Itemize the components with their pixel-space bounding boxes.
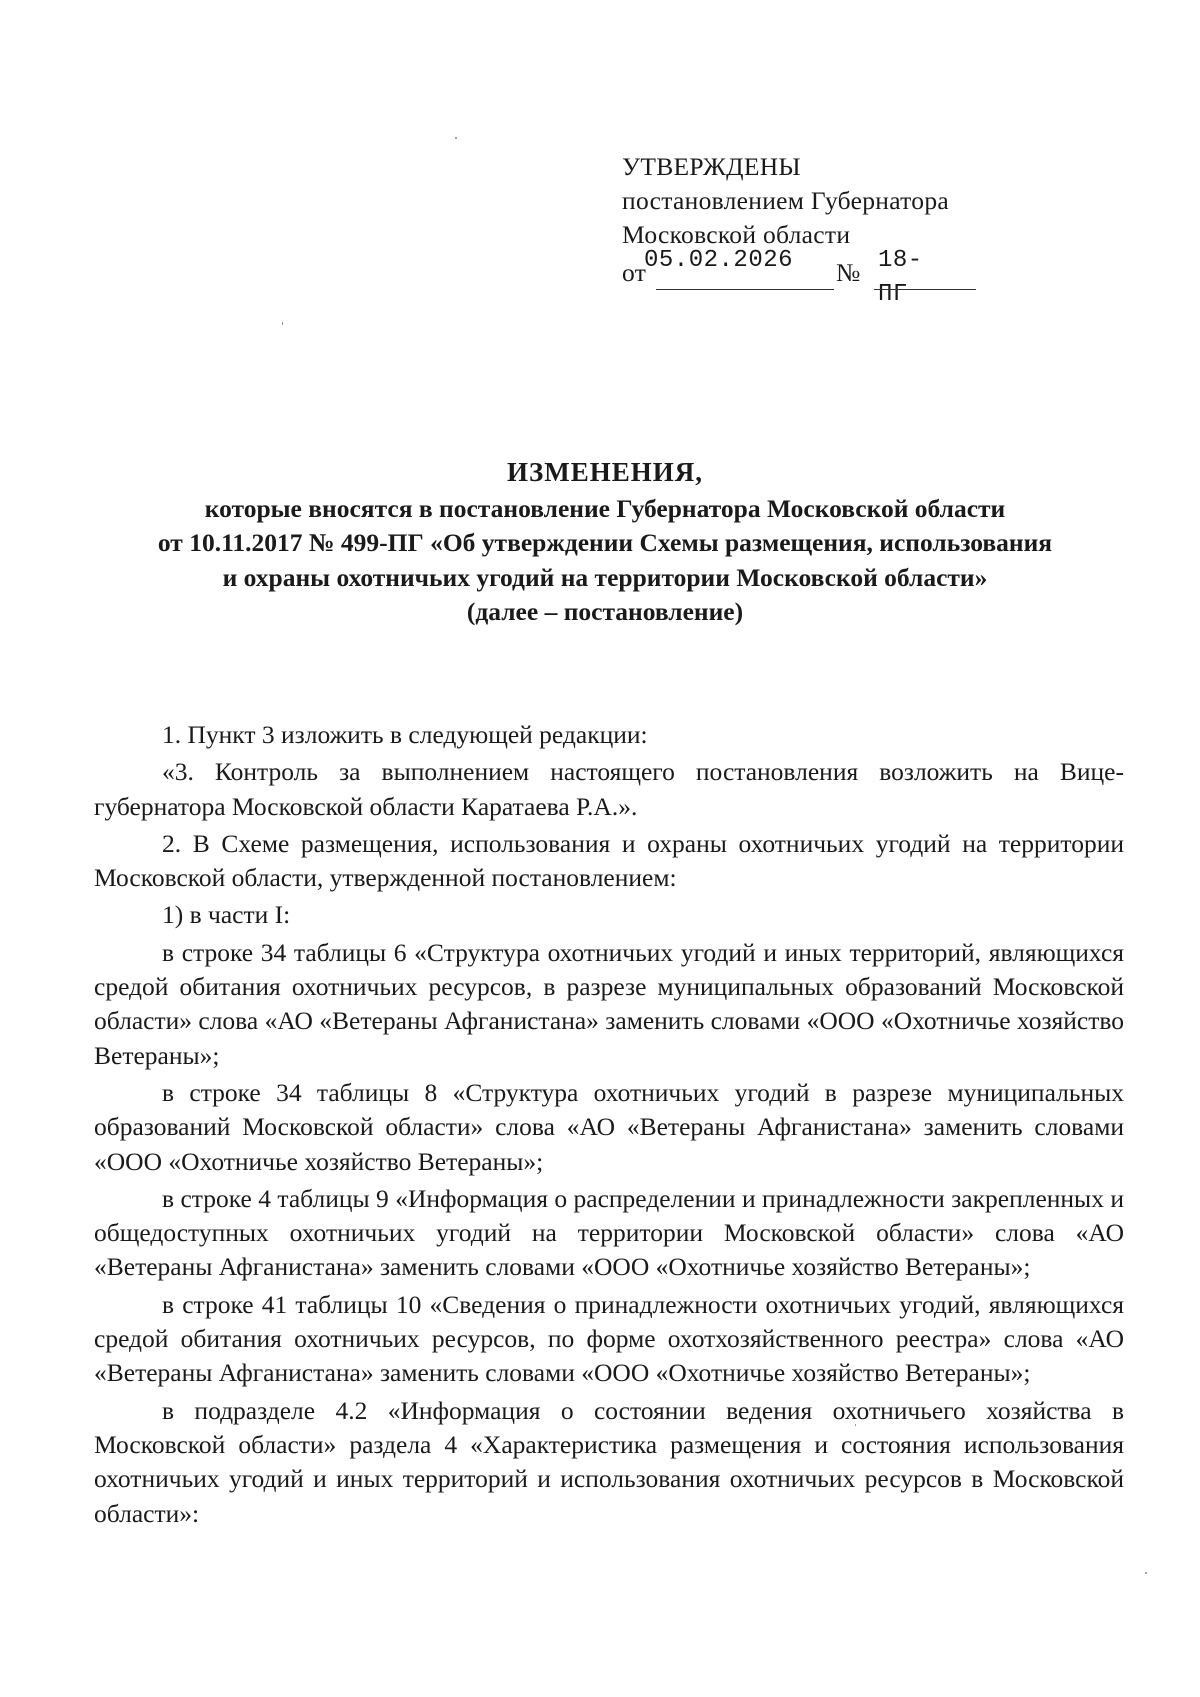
approval-block xyxy=(622,150,950,308)
scan-speck xyxy=(455,137,457,139)
title-line-2: от 10.11.2017 № 499-ПГ «Об утверждении Схемы размещения, использования xyxy=(157,528,1053,557)
title-line-4: (далее – постановление) xyxy=(466,597,744,626)
paragraph: 1. Пункт 3 изложить в следующей редакции: xyxy=(162,720,648,749)
document-title xyxy=(90,455,1120,630)
date-prefix: от xyxy=(622,258,647,287)
paragraph: в строке 34 таблицы 8 «Структура охотничьих угодий в разрезе муниципальных образований Московской области» слова «АО «Ветераны Афганистана» заменить словами «ООО «Охотничье хозяйство Ветераны»; xyxy=(94,1077,1124,1176)
title-line-3: и охраны охотничьих угодий на территории Московской области» xyxy=(222,562,988,592)
scan-speck xyxy=(1145,1572,1147,1574)
title-line-1: которые вносятся в постановление Губернатора Московской области xyxy=(204,493,1006,523)
scan-speck xyxy=(282,322,283,325)
date-value: 05.02.2026 xyxy=(644,247,794,274)
approval-by-line: постановлением Губернатора xyxy=(622,186,950,215)
number-underline xyxy=(874,289,976,290)
approval-region-line: Московской области xyxy=(622,220,851,249)
title-main: ИЗМЕНЕНИЯ, xyxy=(506,457,703,487)
paragraph: в подразделе 4.2 «Информация о состоянии ведения охотничьего хозяйства в Московской области» раздела 4 «Характеристика размещения и состояния использования охотничьих угодий и иных территорий и использования охотничьих ресурсов в Московской области»: xyxy=(94,1395,1124,1528)
approval-date-row xyxy=(622,247,949,308)
paragraph: в строке 4 таблицы 9 «Информация о распределении и принадлежности закрепленных и общедоступных охотничьих угодий на территории Московской области» слова «АО «Ветераны Афганистана» заменить словами «ООО «Охотничье хозяйство Ветераны»; xyxy=(94,1183,1124,1282)
document-body xyxy=(94,718,1124,1534)
approval-heading: УТВЕРЖДЕНЫ xyxy=(622,152,801,181)
date-underline xyxy=(656,289,834,290)
paragraph: 2. В Схеме размещения, использования и охраны охотничьих угодий на территории Московской области, утвержденной постановлением: xyxy=(94,828,1124,893)
paragraph: 1) в части I: xyxy=(162,900,291,930)
paragraph: в строке 34 таблицы 6 «Структура охотничьих угодий и иных территорий, являющихся средой обитания охотничьих ресурсов, в разрезе муниципальных образований Московской области» слова «АО «Ветераны Афганистана» заменить словами «ООО «Охотничье хозяйство Ветераны»; xyxy=(94,937,1124,1070)
number-prefix: № xyxy=(836,258,861,287)
number-value: 18-ПГ xyxy=(878,247,923,308)
paragraph: в строке 41 таблицы 10 «Сведения о принадлежности охотничьих угодий, являющихся средой обитания охотничьих ресурсов, по форме охотхозяйственного реестра» слова «АО «Ветераны Афганистана» заменить словами «ООО «Охотничье хозяйство Ветераны»; xyxy=(94,1289,1124,1388)
paragraph: «3. Контроль за выполнением настоящего постановления возложить на Вице-губернатора Московской области Каратаева Р.А.». xyxy=(94,757,1124,821)
